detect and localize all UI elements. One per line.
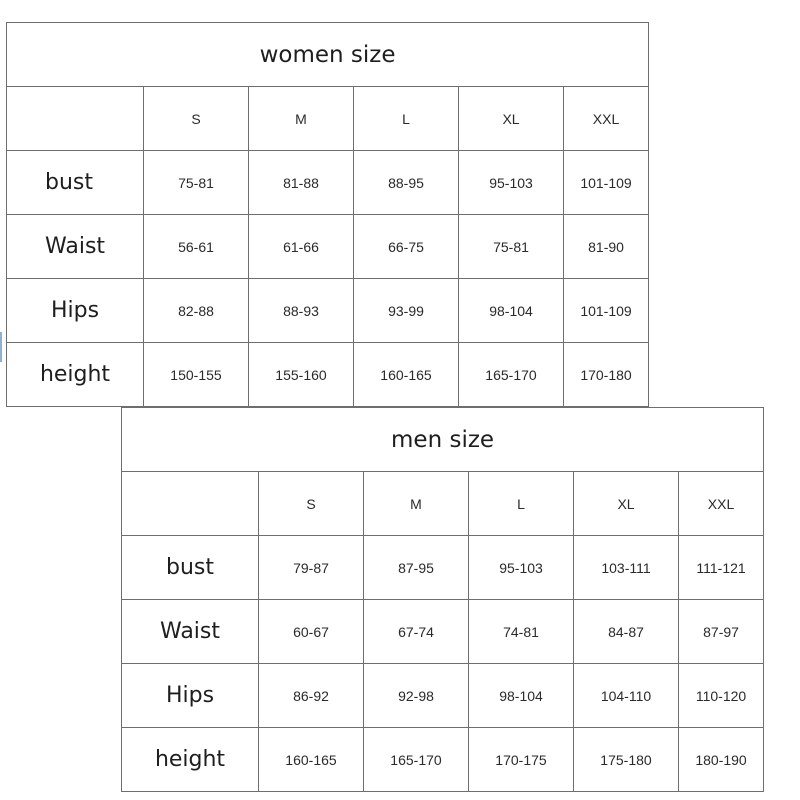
- men-row-label: height: [122, 728, 259, 792]
- women-cell: 66-75: [354, 215, 459, 279]
- women-table-row: [7, 215, 649, 279]
- men-size-header: L: [469, 472, 574, 536]
- men-cell: 165-170: [364, 728, 469, 792]
- men-size-table: [121, 407, 764, 792]
- women-cell: 75-81: [459, 215, 564, 279]
- men-table-row: [122, 664, 764, 728]
- men-cell: 104-110: [574, 664, 679, 728]
- men-row-label: Hips: [122, 664, 259, 728]
- women-table-title: women size: [7, 23, 649, 87]
- women-cell: 170-180: [564, 343, 649, 407]
- women-table-row: [7, 279, 649, 343]
- women-cell: 150-155: [144, 343, 249, 407]
- men-size-header-row: [122, 472, 764, 536]
- women-row-label: bust: [7, 151, 144, 215]
- men-cell: 87-97: [679, 600, 764, 664]
- women-size-table: [6, 22, 649, 407]
- men-cell: 79-87: [259, 536, 364, 600]
- men-cell: 95-103: [469, 536, 574, 600]
- men-cell: 180-190: [679, 728, 764, 792]
- women-size-header: L: [354, 87, 459, 151]
- men-cell: 92-98: [364, 664, 469, 728]
- women-cell: 88-95: [354, 151, 459, 215]
- women-corner-cell: [7, 87, 144, 151]
- women-row-label: height: [7, 343, 144, 407]
- women-cell: 81-88: [249, 151, 354, 215]
- men-row-label: bust: [122, 536, 259, 600]
- men-cell: 111-121: [679, 536, 764, 600]
- men-corner-cell: [122, 472, 259, 536]
- women-cell: 56-61: [144, 215, 249, 279]
- women-cell: 82-88: [144, 279, 249, 343]
- men-size-header: XL: [574, 472, 679, 536]
- men-cell: 98-104: [469, 664, 574, 728]
- women-size-header: XXL: [564, 87, 649, 151]
- men-cell: 74-81: [469, 600, 574, 664]
- women-cell: 75-81: [144, 151, 249, 215]
- women-title-row: [7, 23, 649, 87]
- women-row-label: Hips: [7, 279, 144, 343]
- women-cell: 88-93: [249, 279, 354, 343]
- men-table-row: [122, 728, 764, 792]
- men-size-header: XXL: [679, 472, 764, 536]
- women-size-header: S: [144, 87, 249, 151]
- women-table-row: [7, 343, 649, 407]
- men-cell: 86-92: [259, 664, 364, 728]
- men-cell: 170-175: [469, 728, 574, 792]
- women-cell: 165-170: [459, 343, 564, 407]
- men-title-row: [122, 408, 764, 472]
- men-cell: 160-165: [259, 728, 364, 792]
- men-row-label: Waist: [122, 600, 259, 664]
- women-cell: 155-160: [249, 343, 354, 407]
- men-size-header: S: [259, 472, 364, 536]
- men-table-title: men size: [122, 408, 764, 472]
- women-table-row: [7, 151, 649, 215]
- women-size-header-row: [7, 87, 649, 151]
- women-row-label: Waist: [7, 215, 144, 279]
- men-size-header: M: [364, 472, 469, 536]
- women-cell: 61-66: [249, 215, 354, 279]
- men-cell: 84-87: [574, 600, 679, 664]
- men-table-row: [122, 536, 764, 600]
- men-cell: 103-111: [574, 536, 679, 600]
- men-cell: 110-120: [679, 664, 764, 728]
- women-cell: 93-99: [354, 279, 459, 343]
- women-cell: 98-104: [459, 279, 564, 343]
- women-cell: 101-109: [564, 151, 649, 215]
- women-cell: 81-90: [564, 215, 649, 279]
- men-table-row: [122, 600, 764, 664]
- edge-mark: [0, 332, 2, 362]
- women-size-header: XL: [459, 87, 564, 151]
- women-size-header: M: [249, 87, 354, 151]
- women-cell: 160-165: [354, 343, 459, 407]
- women-cell: 95-103: [459, 151, 564, 215]
- women-cell: 101-109: [564, 279, 649, 343]
- men-cell: 87-95: [364, 536, 469, 600]
- men-cell: 175-180: [574, 728, 679, 792]
- men-cell: 67-74: [364, 600, 469, 664]
- men-cell: 60-67: [259, 600, 364, 664]
